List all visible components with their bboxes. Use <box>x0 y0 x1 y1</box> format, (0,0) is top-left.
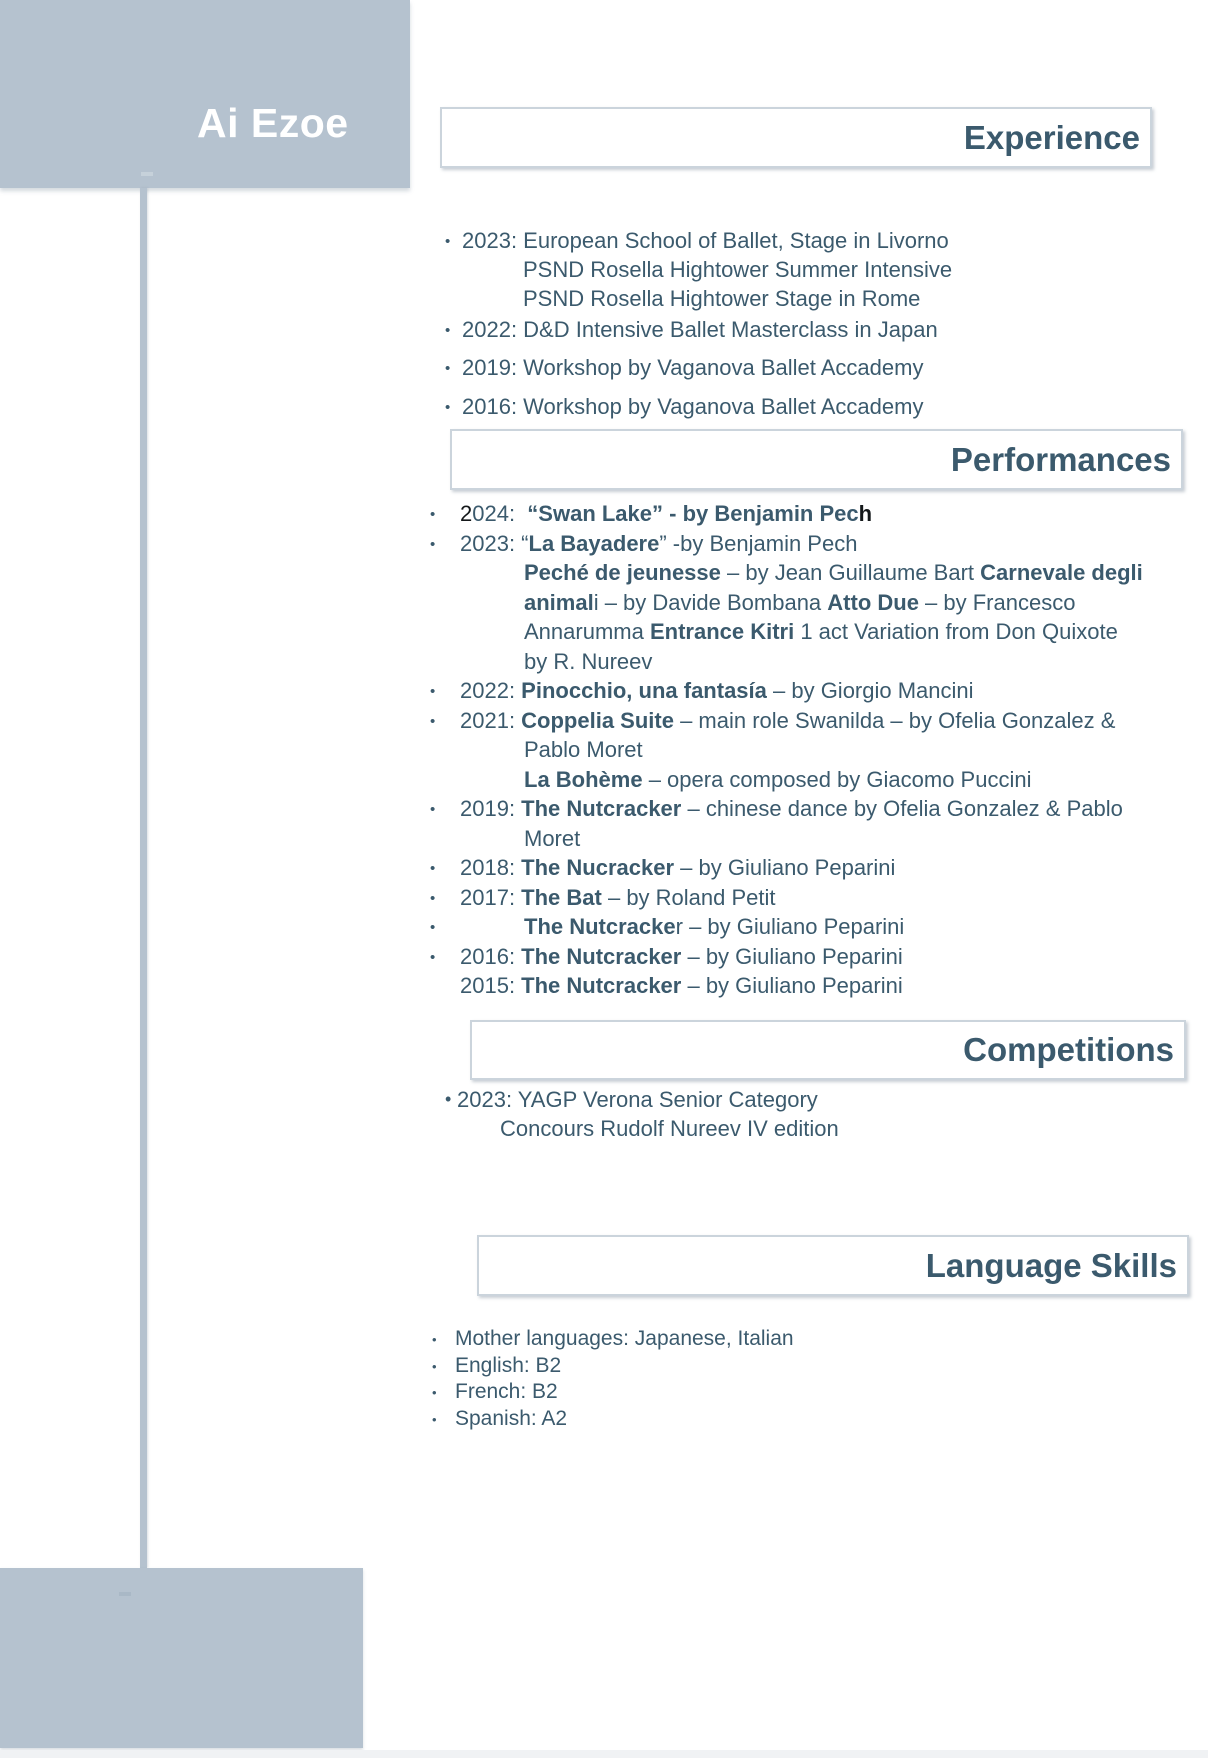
text-segment: Atto Due <box>827 589 919 615</box>
list-item <box>420 558 1200 588</box>
text-segment: Pinocchio, una fantasía <box>521 678 767 703</box>
performances-title: Performances <box>950 440 1171 478</box>
text-segment: PSND Rosella Hightower Stage in Rome <box>523 286 921 311</box>
text-segment: 2015: <box>460 973 522 998</box>
text-segment: 1 act Variation from Don Quixote <box>794 619 1118 644</box>
bullet-icon: • <box>432 1358 437 1374</box>
text-segment: 2023: “ <box>460 530 529 556</box>
text-segment: h <box>858 501 873 526</box>
list-item <box>420 735 1200 765</box>
text-segment: The Bat <box>521 884 602 910</box>
text-segment: Concours Rudolf Nureev IV edition <box>500 1116 839 1141</box>
text-segment: – by Giuliano Peparini <box>681 973 903 998</box>
bullet-icon: • <box>430 535 436 553</box>
text-segment: Carnevale degli <box>980 560 1143 585</box>
list-item <box>420 647 1200 677</box>
experience-section-header <box>440 107 1152 168</box>
text-segment: 2023: European School of Ballet, Stage in Livorno <box>462 228 949 253</box>
list-item <box>420 255 1190 284</box>
text-segment: Coppelia Suite <box>521 707 674 733</box>
vertical-divider <box>140 188 147 1568</box>
list-item <box>420 765 1200 795</box>
list-item <box>420 912 1200 942</box>
list-item <box>420 529 1200 559</box>
language-skills-title: Language Skills <box>925 1246 1177 1284</box>
text-segment: 2019: Workshop by Vaganova Ballet Accademy <box>462 355 924 380</box>
text-segment: – by Giorgio Mancini <box>766 678 974 703</box>
bullet-icon: • <box>430 919 436 936</box>
footer-notch <box>119 1592 131 1596</box>
text-segment: PSND Rosella Hightower Summer Intensive <box>523 257 953 282</box>
bullet-icon: • <box>445 233 451 250</box>
text-segment: 2023: YAGP Verona Senior Category <box>457 1087 818 1112</box>
text-segment: Annarumma <box>524 619 650 644</box>
text-segment: Peché de jeunesse <box>524 560 721 585</box>
list-item <box>420 1114 1190 1143</box>
bullet-icon: • <box>430 506 436 523</box>
text-segment: 2018: <box>460 855 522 880</box>
list-item <box>420 676 1200 706</box>
text-segment: Mother languages: Japanese, Italian <box>455 1327 794 1350</box>
text-segment: – opera composed by Giacomo Puccini <box>642 766 1032 792</box>
bullet-icon: • <box>430 948 436 966</box>
competitions-section-header <box>470 1020 1186 1080</box>
text-segment: 2 <box>460 501 473 526</box>
text-segment: ” -by Benjamin Pech <box>659 530 858 556</box>
bullet-icon: • <box>432 1385 437 1400</box>
text-segment: 024: <box>472 501 528 526</box>
competitions-title: Competitions <box>963 1031 1174 1068</box>
bullet-icon: • <box>445 399 451 416</box>
text-segment: The Nutcracke <box>524 914 676 939</box>
text-segment: animal <box>524 589 594 615</box>
language-skills-section-header <box>477 1235 1189 1296</box>
text-segment: Entrance Kitri <box>649 619 795 644</box>
bullet-icon: • <box>430 801 436 818</box>
text-segment: 2022: D&D Intensive Ballet Masterclass in Japan <box>462 317 938 342</box>
text-segment: The Nutcracker <box>521 796 682 821</box>
text-segment: French: B2 <box>455 1380 558 1403</box>
text-segment: – by Giuliano Peparini <box>681 943 903 969</box>
list-item <box>420 853 1200 883</box>
text-segment: The Nutcracker <box>521 973 682 998</box>
text-segment: – by Jean Guillaume Bart <box>720 560 981 585</box>
text-segment: The Nucracker <box>521 855 675 880</box>
list-item <box>420 226 1190 255</box>
list-item <box>420 1326 1190 1353</box>
text-segment: La Bohème <box>524 766 643 792</box>
text-segment: English: B2 <box>455 1353 562 1377</box>
text-segment: by R. Nureev <box>524 648 653 674</box>
header-band <box>0 0 410 188</box>
list-item <box>420 315 1190 344</box>
list-item <box>420 284 1190 313</box>
list-item <box>420 1379 1190 1406</box>
language-skills-list <box>420 1326 1190 1432</box>
text-segment: The Nutcracker <box>521 943 682 969</box>
text-segment: Moret <box>524 825 581 851</box>
list-item <box>420 392 1190 421</box>
text-segment: 2019: <box>460 796 522 821</box>
text-segment: 2021: <box>460 707 522 733</box>
text-segment: i – by Davide Bombana <box>593 589 828 615</box>
text-segment: – by Giuliano Peparini <box>674 855 896 880</box>
person-name: Ai Ezoe <box>197 100 349 146</box>
bullet-icon: • <box>445 360 451 377</box>
band-notch <box>141 172 153 176</box>
bullet-icon: • <box>432 1411 437 1427</box>
list-item <box>420 794 1200 824</box>
text-segment: La Bayadere <box>528 530 660 556</box>
list-item <box>420 499 1200 529</box>
text-segment: 2016: <box>460 943 522 969</box>
list-item <box>420 617 1200 647</box>
performances-list <box>420 499 1200 1001</box>
list-item <box>420 824 1200 854</box>
list-item <box>420 588 1200 618</box>
text-segment: – by Roland Petit <box>601 884 776 910</box>
bullet-icon: • <box>430 683 436 700</box>
page-bottom-strip <box>0 1750 1208 1758</box>
bullet-icon: • <box>445 322 451 339</box>
competitions-list <box>420 1085 1190 1143</box>
performances-section-header <box>450 429 1183 490</box>
text-segment: – by Francesco <box>918 589 1076 615</box>
list-item <box>420 706 1200 736</box>
bullet-icon: • <box>430 889 436 907</box>
text-segment: – main role Swanilda – by Ofelia Gonzalez & <box>673 707 1116 733</box>
list-item <box>420 1353 1190 1380</box>
text-segment: “Swan Lake” - by Benjamin Pec <box>527 501 859 526</box>
experience-title: Experience <box>963 118 1140 156</box>
bullet-icon: • <box>430 860 436 877</box>
list-item <box>420 942 1200 972</box>
text-segment: Pablo Moret <box>524 737 643 762</box>
footer-band <box>0 1568 363 1748</box>
text-segment: 2016: Workshop by Vaganova Ballet Accademy <box>462 394 924 419</box>
list-item <box>420 1085 1190 1114</box>
list-item <box>420 1406 1190 1433</box>
experience-list <box>420 226 1190 421</box>
text-segment: r – by Giuliano Peparini <box>675 914 905 939</box>
list-item <box>420 353 1190 382</box>
list-item <box>420 971 1200 1001</box>
text-segment: 2022: <box>460 678 522 703</box>
text-segment: – chinese dance by Ofelia Gonzalez & Pablo <box>681 796 1123 821</box>
text-segment: Spanish: A2 <box>455 1406 568 1430</box>
bullet-icon: • <box>432 1332 437 1347</box>
bullet-icon: • <box>445 1089 452 1109</box>
bullet-icon: • <box>430 712 436 730</box>
text-segment: 2017: <box>460 884 522 910</box>
list-item <box>420 883 1200 913</box>
